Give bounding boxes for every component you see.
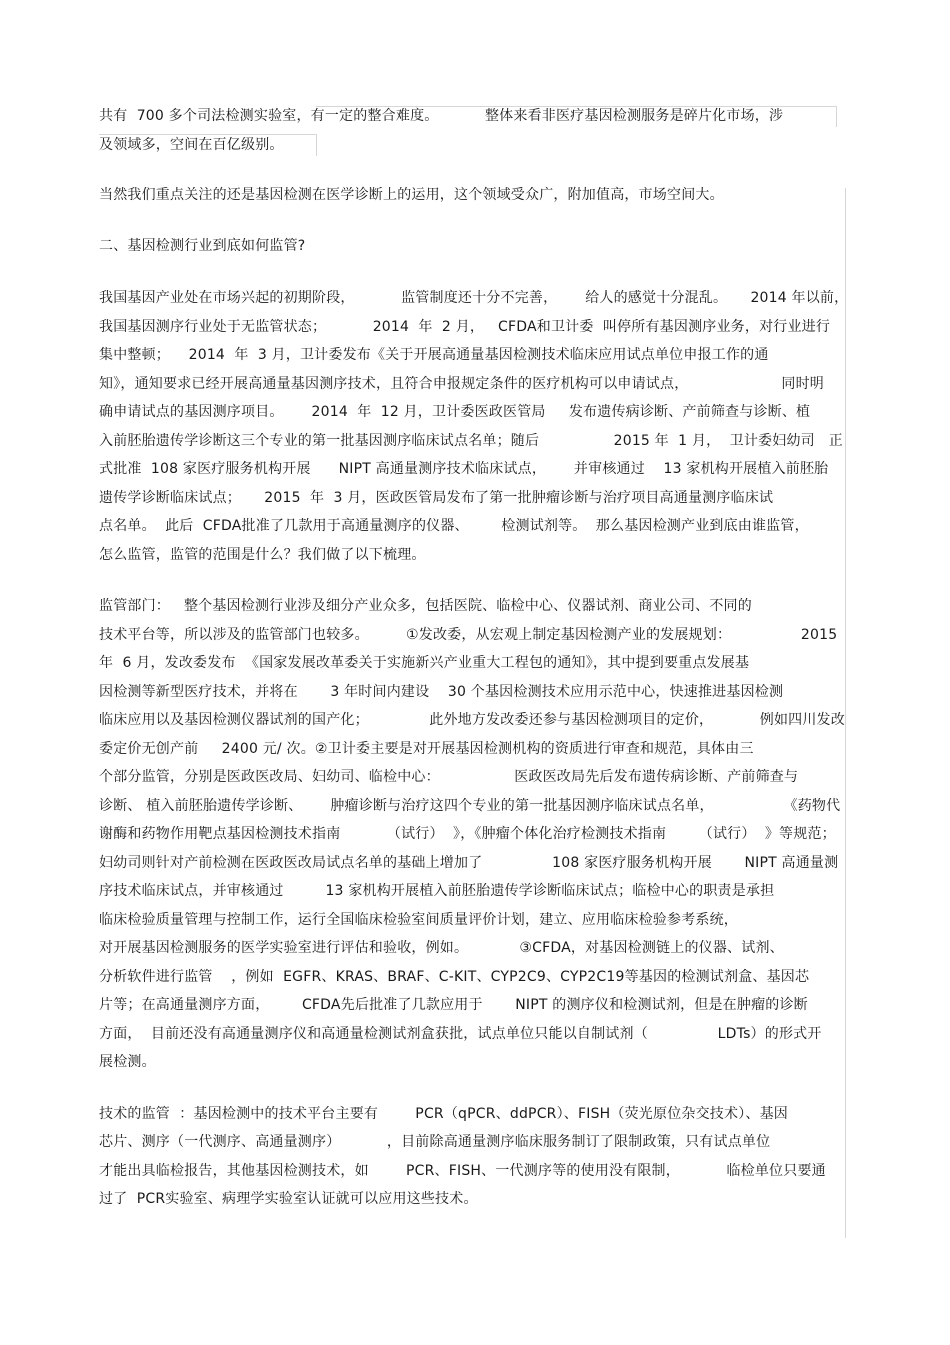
paragraph-line: 共有 700 多个司法检测实验室，有一定的整合难度。 整体来看非医疗基因检测服务是碎片化市场，涉 bbox=[99, 108, 784, 124]
divider-rule bbox=[836, 106, 837, 127]
divider-rule bbox=[316, 134, 317, 156]
paragraph-line: 知》，通知要求已经开展高通量基因测序技术，且符合申报规定条件的医疗机构可以申请试点， 同时明 bbox=[99, 376, 825, 392]
paragraph-line: 妇幼司则针对产前检测在医政医改局试点名单的基础上增加了 108 家医疗服务机构开展 NIPT 高通量测 bbox=[99, 855, 839, 871]
paragraph-line: 谢酶和药物作用靶点基因检测技术指南 （试行） 》，《肿瘤个体化治疗检测技术指南 （试行） 》等规范； bbox=[99, 826, 836, 842]
paragraph-line: 当然我们重点关注的还是基因检测在医学诊断上的运用，这个领域受众广，附加值高，市场空间大。 bbox=[99, 187, 724, 203]
paragraph-line: 确申请试点的基因测序项目。 2014 年 12 月，卫计委医政医管局 发布遗传病诊断、产前筛查与诊断、植 bbox=[99, 404, 811, 420]
paragraph-line: 及领域多，空间在百亿级别。 bbox=[99, 137, 284, 153]
paragraph-line: 分析软件进行监管 ，例如 EGFR、KRAS、BRAF、C-KIT、CYP2C9、CYP2C19等基因的检测试剂盒、基因芯 bbox=[99, 969, 810, 985]
paragraph-line: 因检测等新型医疗技术，并将在 3 年时间内建设 30 个基因检测技术应用示范中心，快速推进基因检测 bbox=[99, 684, 784, 700]
paragraph-line: 委定价无创产前 2400 元/ 次。②卫计委主要是对开展基因检测机构的资质进行审查和规范，具体由三 bbox=[99, 741, 754, 757]
paragraph-line: 遗传学诊断临床试点； 2015 年 3 月，医政医管局发布了第一批肿瘤诊断与治疗项目高通量测序临床试 bbox=[99, 490, 774, 506]
paragraph-line: 对开展基因检测服务的医学实验室进行评估和验收，例如。 ③CFDA，对基因检测链上的仪器、试剂、 bbox=[99, 940, 784, 956]
paragraph-line: 我国基因测序行业处于无监管状态； 2014 年 2 月， CFDA和卫计委 叫停所有基因测序业务，对行业进行 bbox=[99, 319, 831, 335]
paragraph-line: 个部分监管，分别是医政医改局、妇幼司、临检中心： 医政医改局先后发布遗传病诊断、产前筛查与 bbox=[99, 769, 799, 785]
paragraph-line: 片等；在高通量测序方面， CFDA先后批准了几款应用于 NIPT 的测序仪和检测试剂，但是在肿瘤的诊断 bbox=[99, 997, 808, 1013]
paragraph-line: 集中整顿； 2014 年 3 月，卫计委发布《关于开展高通量基因检测技术临床应用试点单位申报工作的通 bbox=[99, 347, 769, 363]
paragraph-line: 技术的监管 ：基因检测中的技术平台主要有 PCR（qPCR、ddPCR）、FISH（荧光原位杂交技术）、基因 bbox=[99, 1106, 788, 1122]
paragraph-line: 序技术临床试点，并审核通过 13 家机构开展植入前胚胎遗传学诊断临床试点；临检中心的职责是承担 bbox=[99, 883, 775, 899]
paragraph-line: 我国基因产业处在市场兴起的初期阶段， 监管制度还十分不完善， 给人的感觉十分混乱。 2014 年以前， bbox=[99, 290, 849, 306]
paragraph-line: 监管部门： 整个基因检测行业涉及细分产业众多，包括医院、临检中心、仪器试剂、商业公司、不同的 bbox=[99, 598, 752, 614]
paragraph-line: 临床检验质量管理与控制工作，运行全国临床检验室间质量评价计划，建立、应用临床检验参考系统， bbox=[99, 912, 738, 928]
paragraph-line: 方面， 目前还没有高通量测序仪和高通量检测试剂盒获批，试点单位只能以自制试剂（ LDTs）的形式开 bbox=[99, 1026, 822, 1042]
section-heading: 二、基因检测行业到底如何监管? bbox=[99, 238, 306, 254]
paragraph-line: 年 6 月，发改委发布 《国家发展改革委关于实施新兴产业重大工程包的通知》，其中提到要重点发展基 bbox=[99, 655, 750, 671]
paragraph-line: 点名单。 此后 CFDA批准了几款用于高通量测序的仪器、 检测试剂等。 那么基因检测产业到底由谁监管， bbox=[99, 518, 809, 534]
paragraph-line: 怎么监管，监管的范围是什么？我们做了以下梳理。 bbox=[99, 547, 426, 563]
divider-rule bbox=[845, 188, 846, 1238]
paragraph-line: 展检测。 bbox=[99, 1054, 156, 1070]
paragraph-line: 芯片、测序（一代测序、高通量测序） ，目前除高通量测序临床服务制订了限制政策，只有试点单位 bbox=[99, 1134, 771, 1150]
paragraph-line: 过了 PCR实验室、病理学实验室认证就可以应用这些技术。 bbox=[99, 1191, 478, 1207]
paragraph-line: 临床应用以及基因检测仪器试剂的国产化； 此外地方发改委还参与基因检测项目的定价， 例如四川发改 bbox=[99, 712, 845, 728]
paragraph-line: 技术平台等，所以涉及的监管部门也较多。 ①发改委，从宏观上制定基因检测产业的发展规划： 2015 bbox=[99, 627, 838, 643]
paragraph-line: 式批准 108 家医疗服务机构开展 NIPT 高通量测序技术临床试点， 并审核通过 13 家机构开展植入前胚胎 bbox=[99, 461, 829, 477]
divider-rule bbox=[99, 134, 317, 135]
paragraph-line: 诊断、 植入前胚胎遗传学诊断、 肿瘤诊断与治疗这四个专业的第一批基因测序临床试点名单， 《药物代 bbox=[99, 798, 841, 814]
paragraph-line: 才能出具临检报告，其他基因检测技术，如 PCR、FISH、一代测序等的使用没有限制， 临检单位只要通 bbox=[99, 1163, 826, 1179]
paragraph-line: 入前胚胎遗传学诊断这三个专业的第一批基因测序临床试点名单；随后 2015 年 1 月， 卫计委妇幼司 正 bbox=[99, 433, 843, 449]
